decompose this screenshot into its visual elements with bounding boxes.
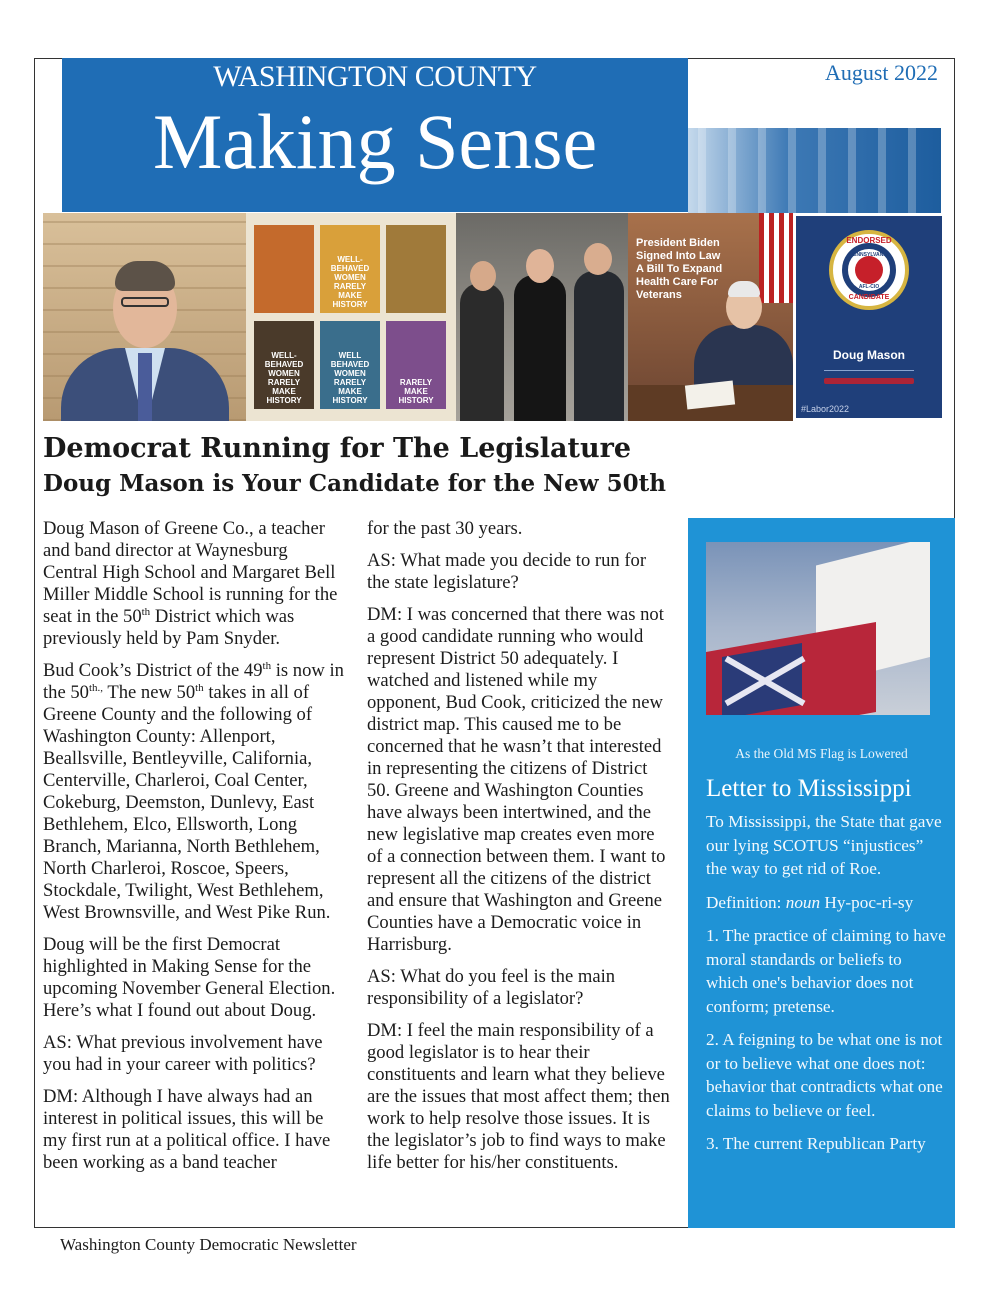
- women-history-posters-photo: [246, 213, 456, 421]
- biden-signing-photo: [628, 213, 793, 421]
- afl-cio-seal: [829, 230, 909, 310]
- sidebar-title: Letter to Mississippi: [706, 775, 912, 802]
- definition-1: 1. The practice of claiming to have moral standards or beliefs to which one's behavior does not conform; pretense.: [706, 926, 946, 1016]
- poster-text: WELL BEHAVED WOMEN RARELY MAKE HISTORY: [330, 351, 370, 405]
- hashtag: #Labor2022: [801, 404, 850, 414]
- seal-top-text: ENDORSED: [846, 236, 892, 245]
- interview-answer: for the past 30 years.: [367, 518, 523, 539]
- masthead-decoration-image: [688, 128, 941, 214]
- photo-strip: [43, 213, 945, 421]
- mississippi-flag-photo: [706, 542, 930, 715]
- sidebar-body: [706, 810, 946, 1166]
- interview-answer: DM: Although I have always had an interest in political issues, this will be my first run at a political office. I have been working as a band teacher: [43, 1086, 331, 1173]
- article-subheadline: Doug Mason is Your Candidate for the New 50th: [43, 470, 666, 497]
- article-headline: Democrat Running for The Legislature: [43, 433, 632, 464]
- article-column-2: [367, 518, 672, 1184]
- interview-question: AS: What made you decide to run for the state legislature?: [367, 550, 647, 593]
- endorsement-badge: [793, 213, 945, 421]
- endorsed-candidate-name: Doug Mason: [833, 348, 905, 362]
- seal-state-text: PENNSYLVANIA: [849, 252, 889, 258]
- issue-date: August 2022: [824, 60, 938, 85]
- paragraph: Doug Mason of Greene Co., a teacher and band director at Waynesburg Central High School and Margaret Bell Miller Middle School is running for the seat in the 50th District which was previously held by Pam Snyder.: [43, 518, 338, 649]
- poster-text: WELL-BEHAVED WOMEN RARELY MAKE HISTORY: [330, 255, 370, 309]
- definition-3: 3. The current Republican Party: [706, 1134, 926, 1153]
- candidate-portrait-photo: [43, 213, 246, 421]
- footer-text: Washington County Democratic Newsletter: [60, 1235, 357, 1254]
- paragraph: Doug will be the first Democrat highlighted in Making Sense for the upcoming November General Election. Here’s what I found out about Doug.: [43, 934, 336, 1021]
- seal-org-text: AFL-CIO: [858, 284, 880, 290]
- definition-line: Definition: noun Hy-poc-ri-sy: [706, 892, 914, 912]
- masthead: [62, 58, 688, 212]
- poster-text: RARELY MAKE HISTORY: [398, 378, 434, 405]
- interview-answer: DM: I feel the main responsibility of a good legislator is to hear their constituents and learn what they believe are the issues that most affect them; then work to help resolve those issues. It is the legislator’s job to find ways to make life better for his/her constituents.: [367, 1020, 670, 1173]
- sidebar-letter: [688, 518, 955, 1228]
- masthead-title: Making Sense: [152, 98, 598, 185]
- photo-caption: President Biden Signed Into Law A Bill To Expand Health Care For Veterans: [636, 237, 723, 301]
- article-column-1: [43, 518, 346, 1184]
- masthead-county: WASHINGTON COUNTY: [213, 60, 537, 93]
- definition-2: 2. A feigning to be what one is not or to believe what one does not: behavior that contradicts what one claims to believe or feel.: [706, 1030, 943, 1120]
- poster-text: WELL-BEHAVED WOMEN RARELY MAKE HISTORY: [264, 351, 304, 405]
- interview-question: AS: What previous involvement have you had in your career with politics?: [43, 1032, 323, 1075]
- sidebar-intro: To Mississippi, the State that gave our lying SCOTUS “injustices” the way to get rid of Roe.: [706, 812, 942, 878]
- paragraph: Bud Cook’s District of the 49th is now in the $50^{th.,}$ The new 50th takes in all of Greene County and the following of Washington County: Allenport, Beallsville, Bentleyville, California, Centerville, Charleroi, Coal Center, Cokeburg, Deemston, Dunlevy, East Bethlehem, Elco, Ellsworth, Long Branch, Marianna, North Bethlehem, North Charleroi, Roscoe, Speers, Stockdale, Twilight, West Bethlehem, West Brownsville, and West Pike Run.: [43, 659, 344, 923]
- interview-question: AS: What do you feel is the main responsibility of a legislator?: [367, 966, 616, 1009]
- seal-bottom-text: CANDIDATE: [848, 294, 890, 301]
- officers-escort-photo: [456, 213, 628, 421]
- photo-caption: As the Old MS Flag is Lowered: [735, 746, 908, 761]
- interview-answer: DM: I was concerned that there was not a good candidate running who would represent District 50 adequately. I watched and listened while my opponent, Bud Cook, criticized the new district map. This caused me to be concerned that he wasn’t that interested in representing the citizens of District 50. Greene and Washington Counties have always been intertwined, and the new legislative map creates even more of a connection between them. I want to represent all the citizens of the district and ensure that Washington and Greene Counties have a Democratic voice in Harrisburg.: [367, 604, 666, 955]
